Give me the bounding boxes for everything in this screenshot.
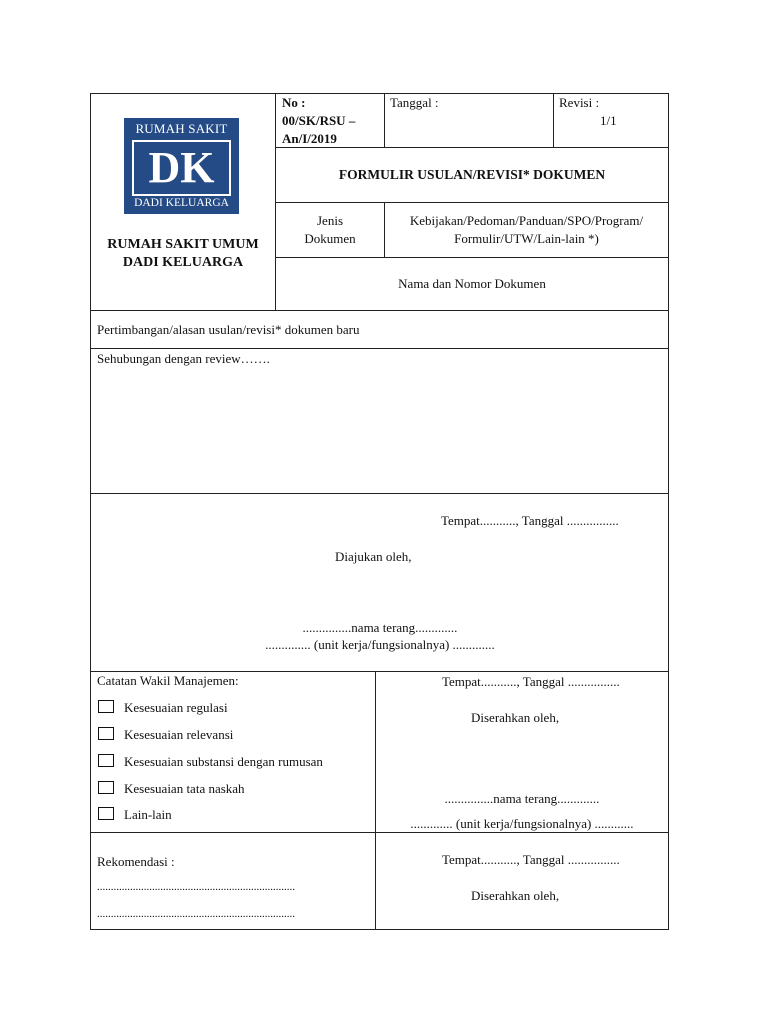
submitted-unit: .............. (unit kerja/fungsionalnya) ............. [265,637,495,652]
table-border-bottom [90,929,669,930]
checkbox-lain-lain-label: Lain-lain [124,807,172,822]
checkbox-tata-naskah[interactable] [98,781,114,794]
recommendation-line-1[interactable]: ........................................................................ [97,881,295,893]
notes-unit: ............. (unit kerja/fungsionalnya) ............ [410,816,634,831]
checkbox-relevansi[interactable] [98,727,114,740]
form-title: FORMULIR USULAN/REVISI* DOKUMEN [338,167,606,182]
submitted-by-label: Diajukan oleh, [335,549,412,564]
recommendation-handed-by: Diserahkan oleh, [471,888,560,903]
header-row-line-3 [275,257,669,258]
reason-label: Pertimbangan/alasan usulan/revisi* dokumen baru [97,322,360,337]
logo-initials-box [132,140,231,196]
jenis-dokumen-label-2: Dokumen [304,231,356,246]
checkbox-substansi[interactable] [98,754,114,767]
logo-top-text: RUMAH SAKIT [135,121,228,136]
recommendation-label: Rekomendasi : [97,854,175,869]
nama-nomor-dokumen: Nama dan Nomor Dokumen [398,276,546,291]
jenis-dokumen-label-1: Jenis [317,213,343,228]
submitted-place-date: Tempat..........., Tanggal ................ [441,513,619,528]
hospital-logo [124,118,239,214]
header-divider-no [384,93,385,148]
header-divider-tanggal [553,93,554,148]
checkbox-relevansi-label: Kesesuaian relevansi [124,727,234,742]
doc-number-label: No : [282,95,306,110]
checkbox-regulasi-label: Kesesuaian regulasi [124,700,228,715]
notes-name: ...............nama terang............. [444,791,600,806]
notes-column-divider [375,671,376,930]
checkbox-regulasi[interactable] [98,700,114,713]
tanggal-label: Tanggal : [390,95,439,110]
table-border-right [668,93,669,930]
submitted-name: ...............nama terang............. [302,620,458,635]
table-border-left [90,93,91,930]
reason-body[interactable]: Sehubungan dengan review……. [97,351,270,366]
logo-initials: DK [148,143,215,192]
row-line-reason-top [90,310,669,311]
header-row-line-2 [275,202,669,203]
revisi-value: 1/1 [600,113,617,128]
hospital-name-line2: DADI KELUARGA [122,255,244,270]
recommendation-place-date: Tempat..........., Tanggal ................ [442,852,620,867]
notes-handed-by: Diserahkan oleh, [471,710,560,725]
row-line-reason-label [90,348,669,349]
checkbox-substansi-label: Kesesuaian substansi dengan rumusan [124,754,323,769]
revisi-label: Revisi : [559,95,600,110]
notes-title: Catatan Wakil Manajemen: [97,673,239,688]
hospital-name-line1: RUMAH SAKIT UMUM [107,237,259,252]
jenis-dokumen-value-2: Formulir/UTW/Lain-lain *) [454,231,599,246]
checkbox-lain-lain[interactable] [98,807,114,820]
checkbox-tata-naskah-label: Kesesuaian tata naskah [124,781,245,796]
notes-place-date: Tempat..........., Tanggal ................ [442,674,620,689]
doc-number-line1: 00/SK/RSU – [282,113,356,128]
recommendation-line-2[interactable]: ........................................................................ [97,908,295,920]
row-line-submitted-top [90,493,669,494]
doc-number-line2: An/I/2019 [282,131,337,146]
jenis-dokumen-value-1: Kebijakan/Pedoman/Panduan/SPO/Program/ [409,213,644,228]
logo-bottom-text: DADI KELUARGA [134,197,229,209]
